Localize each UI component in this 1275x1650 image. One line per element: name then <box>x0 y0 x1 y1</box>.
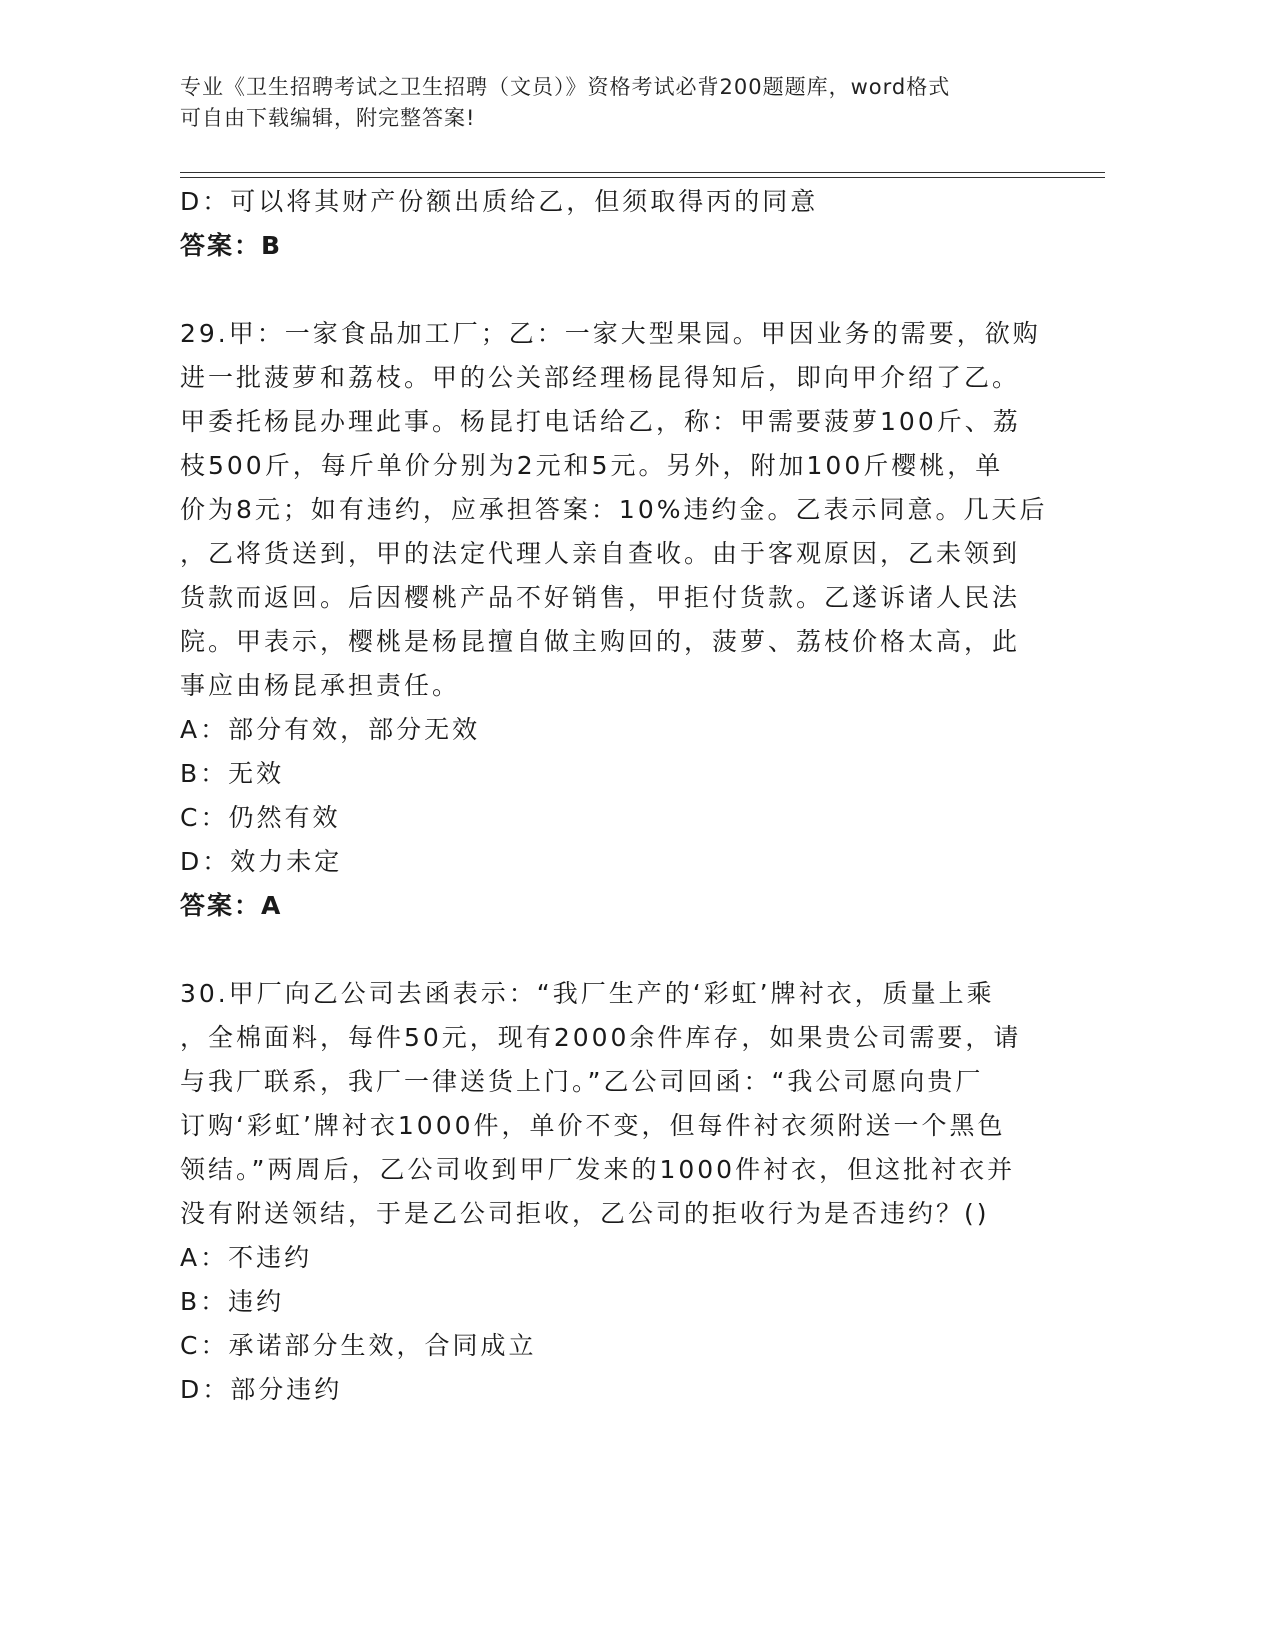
q29-line: 枝500斤，每斤单价分别为2元和5元。另外，附加100斤樱桃，单 <box>180 451 1004 480</box>
q29-line: 事应由杨昆承担责任。 <box>180 671 461 700</box>
header-divider-top <box>180 172 1105 173</box>
header-line-2: 可自由下载编辑，附完整答案! <box>180 106 476 130</box>
q30-line: 30.甲厂向乙公司去函表示：“我厂生产的‘彩虹’牌衬衣，质量上乘 <box>180 979 995 1008</box>
q30-line: 订购‘彩虹’牌衬衣1000件，单价不变，但每件衬衣须附送一个黑色 <box>180 1111 1006 1140</box>
q29-line: 货款而返回。后因樱桃产品不好销售，甲拒付货款。乙遂诉诸人民法 <box>180 583 1021 612</box>
q29-line: ，乙将货送到，甲的法定代理人亲自查收。由于客观原因，乙未领到 <box>180 539 1021 568</box>
prev-answer: 答案：B <box>180 231 283 260</box>
q29-option-d: D：效力未定 <box>180 847 343 876</box>
q29-line: 价为8元；如有违约，应承担答案：10%违约金。乙表示同意。几天后 <box>180 495 1048 524</box>
question-content <box>180 180 1048 1412</box>
spacer <box>180 268 1040 312</box>
q30-option-d: D：部分违约 <box>180 1375 343 1404</box>
q30-option-c: C：承诺部分生效，合同成立 <box>180 1331 537 1360</box>
q29-line: 进一批菠萝和荔枝。甲的公关部经理杨昆得知后，即向甲介绍了乙。 <box>180 363 1021 392</box>
q29-line: 甲委托杨昆办理此事。杨昆打电话给乙，称：甲需要菠萝100斤、荔 <box>180 407 1021 436</box>
header-divider-bottom <box>180 177 1105 178</box>
q29-option-c: C：仍然有效 <box>180 803 341 832</box>
q29-answer: 答案：A <box>180 891 283 920</box>
prev-option-d: D：可以将其财产份额出质给乙，但须取得丙的同意 <box>180 187 819 216</box>
header-line-1: 专业《卫生招聘考试之卫生招聘（文员）》资格考试必背200题题库，word格式 <box>180 75 951 99</box>
question-29 <box>180 312 1048 928</box>
q30-line: ，全棉面料，每件50元，现有2000余件库存，如果贵公司需要，请 <box>180 1023 1022 1052</box>
q29-line: 29.甲：一家食品加工厂；乙：一家大型果园。甲因业务的需要，欲购 <box>180 319 1041 348</box>
q29-line: 院。甲表示，樱桃是杨昆擅自做主购回的，菠萝、荔枝价格太高，此 <box>180 627 1021 656</box>
q29-option-a: A：部分有效，部分无效 <box>180 715 481 744</box>
q30-line: 没有附送领结，于是乙公司拒收，乙公司的拒收行为是否违约？() <box>180 1199 990 1228</box>
q30-option-a: A：不违约 <box>180 1243 313 1272</box>
q30-option-b: B：违约 <box>180 1287 285 1316</box>
page-header <box>180 72 1040 134</box>
q30-line: 领结。”两周后，乙公司收到甲厂发来的1000件衬衣，但这批衬衣并 <box>180 1155 1016 1184</box>
q29-option-b: B：无效 <box>180 759 285 788</box>
q30-line: 与我厂联系，我厂一律送货上门。”乙公司回函：“我公司愿向贵厂 <box>180 1067 984 1096</box>
spacer <box>180 928 1040 972</box>
question-30 <box>180 972 1040 1412</box>
